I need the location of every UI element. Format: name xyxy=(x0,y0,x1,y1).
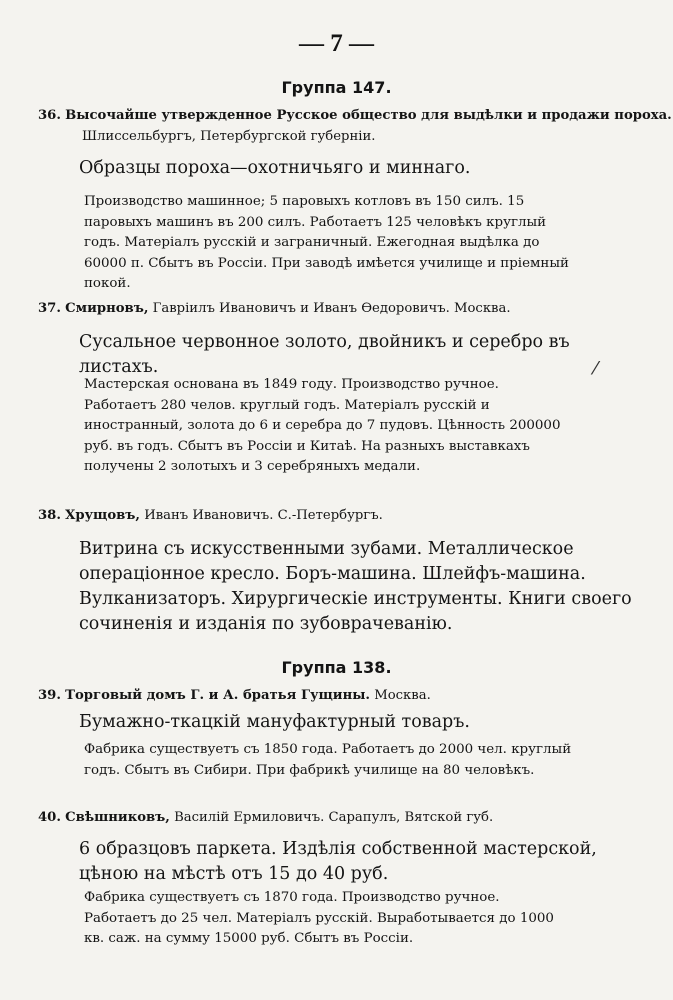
entry-40-description: Фабрика существуетъ съ 1870 года. Производство ручное. Работаетъ до 25 чел. Матеріалъ русскій. Выработывается до 1000 кв. саж. на сумму 15000 руб. Сбытъ въ Россіи. xyxy=(84,890,554,946)
entry-39-exhibit: Бумажно-ткацкій мануфактурный товаръ. xyxy=(79,712,470,732)
entry-number: 38. xyxy=(38,508,61,523)
page-number: — 7 — xyxy=(299,30,374,57)
entry-number: 39. xyxy=(38,688,61,703)
entry-40-exhibit: 6 образцовъ паркета. Издѣлія собственной мастерской, цѣною на мѣстѣ отъ 15 до 40 руб. xyxy=(79,839,597,884)
pencil-mark-icon: ⁄ xyxy=(594,358,598,379)
entry-name: Смирновъ, xyxy=(65,301,149,316)
entry-36-heading xyxy=(38,105,673,147)
entry-name: Свѣшниковъ, xyxy=(65,810,170,825)
entry-details: Гавріилъ Ивановичъ и Иванъ Ѳедоровичъ. Москва. xyxy=(148,301,511,316)
entry-name: Хрущовъ, xyxy=(65,508,140,523)
entry-36-description: Производство машинное; 5 паровыхъ котловъ въ 150 силъ. 15 паровыхъ машинъ въ 200 силъ. Работаетъ 125 человѣкъ круглый годъ. Матеріалъ русскій и заграничный. Ежегодная выдѣлка до 60000 п. Сбытъ въ Россіи. При заводѣ имѣется училище и пріемный покой. xyxy=(84,194,569,291)
entry-38-exhibit: Витрина съ искусственными зубами. Металлическое операціонное кресло. Боръ-машина. Шлейфъ-машина. Вулканизаторъ. Хирургическіе инструменты. Книги своего сочиненія и изданія по зубоврачеванію. xyxy=(79,539,632,634)
entry-details: Василій Ермиловичъ. Сарапулъ, Вятской губ. xyxy=(169,810,494,825)
group-heading-147: Группа 147. xyxy=(281,78,392,97)
entry-number: 36. xyxy=(38,108,61,123)
entry-40-heading xyxy=(38,807,638,828)
entry-name: Высочайше утвержденное Русское общество для выдѣлки и продажи пороха. xyxy=(65,108,672,123)
group-heading-138: Группа 138. xyxy=(281,658,392,677)
entry-name: Торговый домъ Г. и А. братья Гущины. xyxy=(65,688,371,703)
entry-details: Иванъ Ивановичъ. С.-Петербургъ. xyxy=(140,508,383,523)
entry-38-heading xyxy=(38,505,638,526)
entry-37-heading xyxy=(38,298,638,319)
entry-details: Москва. xyxy=(370,688,431,703)
entry-number: 40. xyxy=(38,810,61,825)
entry-36-exhibit: Образцы пороха—охотничьяго и миннаго. xyxy=(79,158,471,178)
entry-37-description: Мастерская основана въ 1849 году. Производство ручное. Работаетъ 280 челов. круглый годъ. Матеріалъ русскій и иностранный, золота до 6 и серебра до 7 пудовъ. Цѣнность 200000 руб. въ годъ. Сбытъ въ Россіи и Китаѣ. На разныхъ выставкахъ получены 2 золотыхъ и 3 серебряныхъ медали. xyxy=(84,377,561,474)
entry-39-description: Фабрика существуетъ съ 1850 года. Работаетъ до 2000 чел. круглый годъ. Сбытъ въ Сибири. При фабрикѣ училище на 80 человѣкъ. xyxy=(84,742,572,778)
entry-37-exhibit: Сусальное червонное золото, двойникъ и серебро въ листахъ. xyxy=(79,332,570,377)
entry-number: 37. xyxy=(38,301,61,316)
entry-39-heading xyxy=(38,685,638,706)
entry-details: Шлиссельбургъ, Петербургской губерніи. xyxy=(82,129,376,144)
